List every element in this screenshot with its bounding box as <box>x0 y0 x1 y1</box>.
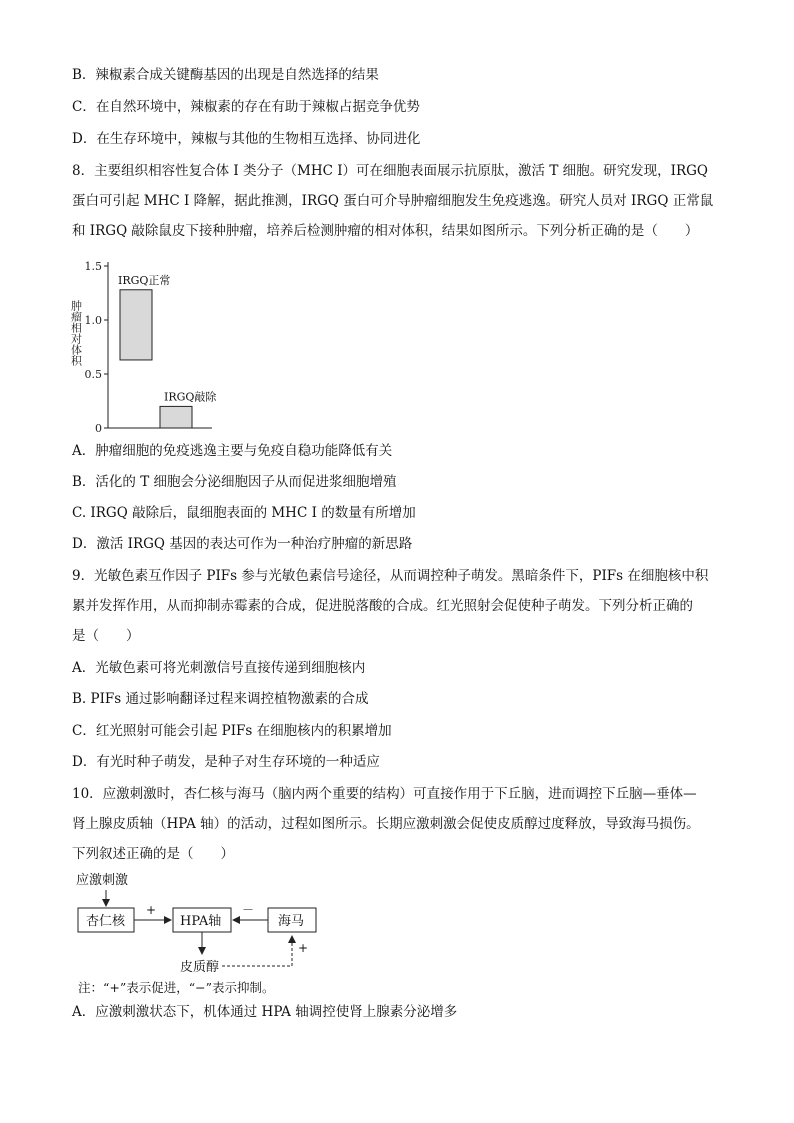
y-tick-label: 0 <box>95 422 102 435</box>
y-axis-label: 肿瘤相对体积 <box>69 300 83 366</box>
plus-sign-2: + <box>298 941 309 955</box>
diagram-note: 注：“+”表示促进，“−”表示抑制。 <box>78 980 275 995</box>
q9-option-b: B. PIFs 通过影响翻译过程来调控植物激素的合成 <box>72 691 369 707</box>
stimulus-label: 应激刺激 <box>76 873 129 888</box>
q9-option-c: C．红光照射可能会引起 PIFs 在细胞核内的积累增加 <box>72 723 392 739</box>
q8-stem-line-3: 和 IRGQ 敲除鼠皮下接种肿瘤，培养后检测肿瘤的相对体积，结果如图所示。下列分析正确的是（ ） <box>72 223 699 239</box>
q7-option-c: C．在自然环境中，辣椒素的存在有助于辣椒占据竞争优势 <box>72 99 420 115</box>
q10-stem-line-1: 10．应激刺激时，杏仁核与海马（脑内两个重要的结构）可直接作用于下丘脑，进而调控下丘脑—垂体— <box>72 786 697 802</box>
y-tick-label: 1.0 <box>84 314 102 327</box>
q8-option-d: D．激活 IRGQ 基因的表达可作为一种治疗肿瘤的新思路 <box>72 536 413 552</box>
q8-stem-line-2: 蛋白可引起 MHC I 降解，据此推测，IRGQ 蛋白可介导肿瘤细胞发生免疫逃逸。研究人员对 IRGQ 正常鼠 <box>72 193 714 209</box>
bar-1 <box>120 290 152 360</box>
q10-stem-line-3: 下列叙述正确的是（ ） <box>72 846 234 862</box>
q9-option-a: A．光敏色素可将光刺激信号直接传递到细胞核内 <box>72 660 366 676</box>
q9-stem-line-3: 是（ ） <box>72 628 140 644</box>
q7-option-b: B．辣椒素合成关键酶基因的出现是自然选择的结果 <box>72 67 379 83</box>
cortisol-label: 皮质醇 <box>180 960 220 975</box>
amygdala-label: 杏仁核 <box>86 914 126 929</box>
bar-label-2: IRGQ敲除 <box>164 390 217 404</box>
y-ticks <box>85 260 109 435</box>
q10-stem-line-2: 肾上腺皮质轴（HPA 轴）的活动，过程如图所示。长期应激刺激会促使皮质醇过度释放，导致海马损伤。 <box>72 816 700 832</box>
q8-option-b: B．活化的 T 细胞会分泌细胞因子从而促进浆细胞增殖 <box>72 474 397 490</box>
q10-option-a: A．应激刺激状态下，机体通过 HPA 轴调控使肾上腺素分泌增多 <box>72 1004 458 1020</box>
q8-stem-line-1: 8．主要组织相容性复合体 I 类分子（MHC I）可在细胞表面展示抗原肽，激活 T 细胞。研究发现，IRGQ <box>72 163 708 179</box>
bar-2 <box>160 406 192 428</box>
cortisol-to-hippocampus-arrow <box>222 936 292 966</box>
bars <box>118 273 217 428</box>
y-tick-label: 1.5 <box>84 260 102 273</box>
q8-option-a: A．肿瘤细胞的免疫逃逸主要与免疫自稳功能降低有关 <box>72 443 393 459</box>
plus-sign-1: + <box>146 903 157 917</box>
stress-hpa-diagram <box>72 868 372 998</box>
q7-option-d: D．在生存环境中，辣椒与其他的生物相互选择、协同进化 <box>72 131 421 147</box>
y-tick-label: 0.5 <box>84 368 102 381</box>
bar-label-1: IRGQ正常 <box>118 273 171 287</box>
hpa-label: HPA轴 <box>180 914 222 929</box>
q9-stem-line-1: 9．光敏色素互作因子 PIFs 参与光敏色素信号途径，从而调控种子萌发。黑暗条件下，PIFs 在细胞核中积 <box>72 568 709 584</box>
q8-option-c: C. IRGQ 敲除后，鼠细胞表面的 MHC I 的数量有所增加 <box>72 505 416 521</box>
minus-sign: － <box>242 903 255 917</box>
tumor-volume-chart <box>69 250 252 440</box>
q9-stem-line-2: 累并发挥作用，从而抑制赤霉素的合成，促进脱落酸的合成。红光照射会促使种子萌发。下列分析正确的 <box>72 598 693 614</box>
hippocampus-label: 海马 <box>278 914 305 929</box>
q9-option-d: D．有光时种子萌发，是种子对生存环境的一种适应 <box>72 754 380 770</box>
